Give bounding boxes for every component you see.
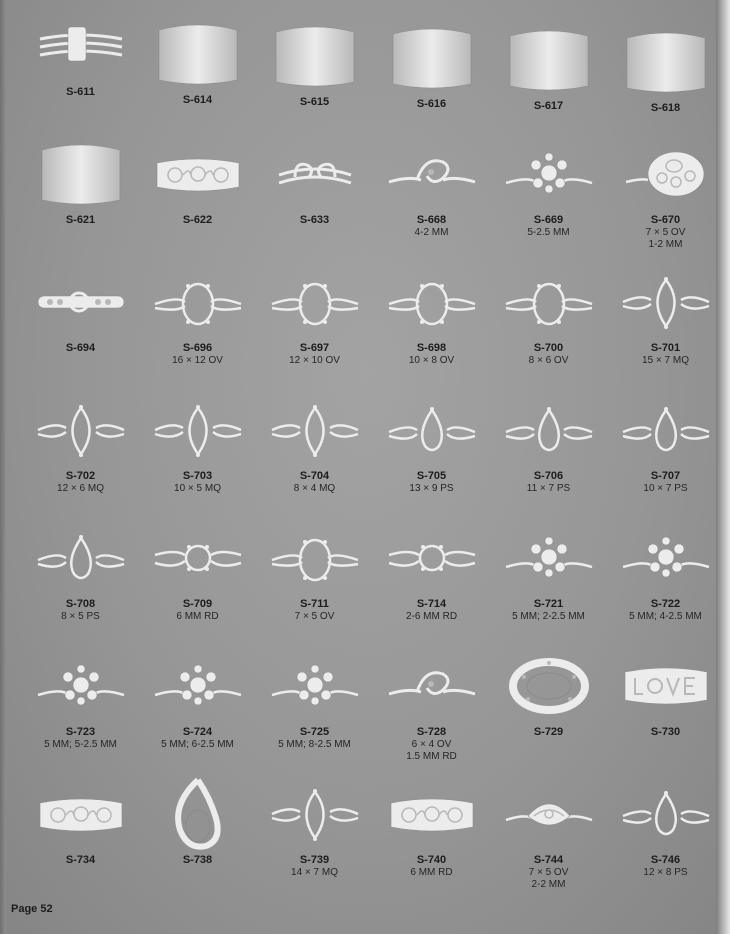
oval-setting-ring-icon	[265, 266, 365, 338]
item-code: S-729	[533, 726, 564, 738]
item-spec: 6 × 4 OV	[411, 739, 452, 750]
cluster-ring-icon	[616, 522, 716, 594]
item-code: S-698	[416, 342, 447, 354]
item-spec: 5 MM; 5-2.5 MM	[44, 739, 117, 750]
catalog-item	[139, 138, 256, 266]
swirl-ring-icon	[382, 138, 482, 210]
catalog-item	[256, 522, 373, 650]
wide-band-ring-icon	[265, 20, 365, 92]
item-spec: 15 × 7 MQ	[642, 355, 689, 366]
item-code: S-738	[182, 854, 213, 866]
catalog-item	[256, 138, 373, 266]
catalog-item	[373, 22, 490, 138]
catalog-item	[490, 138, 607, 266]
catalog-item	[490, 650, 607, 778]
item-code: S-703	[182, 470, 213, 482]
marquise-setting-ring-icon	[148, 394, 248, 466]
item-code: S-723	[65, 726, 96, 738]
catalog-item	[490, 522, 607, 650]
catalog-item	[22, 650, 139, 778]
item-code: S-705	[416, 470, 447, 482]
item-spec: 6 MM RD	[176, 611, 219, 622]
item-code: S-744	[533, 854, 564, 866]
catalog-item	[22, 10, 139, 138]
item-code: S-668	[416, 214, 447, 226]
scroll-ring-icon	[265, 138, 365, 210]
catalog-item	[373, 778, 490, 906]
item-code: S-611	[66, 86, 95, 98]
cluster-ring-icon	[31, 650, 131, 722]
item-spec: 16 × 12 OV	[172, 355, 223, 366]
catalog-item	[256, 266, 373, 394]
item-code: S-700	[533, 342, 564, 354]
item-code: S-734	[65, 854, 96, 866]
item-code: S-708	[65, 598, 96, 610]
oval-setting-ring-icon	[499, 266, 599, 338]
catalog-item	[490, 266, 607, 394]
item-spec: 13 × 9 PS	[409, 483, 454, 494]
item-spec: 12 × 6 MQ	[57, 483, 104, 494]
oval-setting-ring-icon	[265, 522, 365, 594]
item-code: S-706	[533, 470, 564, 482]
item-spec: 10 × 5 MQ	[174, 483, 221, 494]
pear-setting-ring-icon	[616, 394, 716, 466]
item-code: S-739	[299, 854, 330, 866]
pear-setting-ring-icon	[499, 394, 599, 466]
item-code: S-722	[650, 598, 681, 610]
multi-band-ring-icon	[31, 10, 131, 82]
item-code: S-711	[300, 598, 329, 610]
item-spec: 2-2 MM	[531, 879, 566, 890]
item-code: S-615	[299, 96, 330, 108]
item-code: S-618	[650, 102, 681, 114]
item-spec: 10 × 8 OV	[408, 355, 455, 366]
catalog-item	[139, 266, 256, 394]
oval-setting-ring-icon	[382, 266, 482, 338]
item-spec: 5 MM; 4-2.5 MM	[629, 611, 702, 622]
cluster-ring-icon	[499, 522, 599, 594]
item-code: S-616	[416, 98, 447, 110]
item-code: S-669	[533, 214, 564, 226]
catalog-item	[490, 778, 607, 906]
catalog-item	[22, 394, 139, 522]
marquise-setting-ring-icon	[31, 394, 131, 466]
catalog-item	[139, 778, 256, 906]
freeform-ring-icon	[148, 778, 248, 850]
item-code: S-725	[299, 726, 330, 738]
marquise-setting-ring-icon	[616, 266, 716, 338]
item-code: S-696	[182, 342, 213, 354]
catalog-item	[256, 778, 373, 906]
pear-setting-ring-icon	[382, 394, 482, 466]
item-code: S-707	[650, 470, 681, 482]
leaf-ring-icon	[499, 778, 599, 850]
catalog-item	[139, 650, 256, 778]
catalog-item	[490, 394, 607, 522]
catalog-item	[373, 522, 490, 650]
item-spec: 6 MM RD	[410, 867, 453, 878]
item-spec: 10 × 7 PS	[643, 483, 688, 494]
cluster-ring-icon	[265, 650, 365, 722]
catalog-item	[607, 650, 724, 778]
item-spec: 5 MM; 2-2.5 MM	[512, 611, 585, 622]
item-spec: 4-2 MM	[414, 227, 449, 238]
catalog-item	[22, 138, 139, 266]
page-number: Page 52	[11, 903, 53, 915]
catalog-item	[256, 650, 373, 778]
item-spec: 14 × 7 MQ	[291, 867, 338, 878]
filigree-band-ring-icon	[31, 778, 131, 850]
item-spec: 7 × 5 OV	[528, 867, 569, 878]
marquise-setting-ring-icon	[265, 394, 365, 466]
filigree-band-ring-icon	[148, 138, 248, 210]
catalog-item	[607, 138, 724, 266]
catalog-item	[256, 394, 373, 522]
catalog-item	[607, 266, 724, 394]
wide-band-ring-icon	[382, 22, 482, 94]
catalog-item	[22, 522, 139, 650]
item-code: S-714	[416, 598, 447, 610]
item-spec: 5 MM; 8-2.5 MM	[278, 739, 351, 750]
filigree-band-ring-icon	[382, 778, 482, 850]
item-code: S-709	[182, 598, 213, 610]
item-code: S-704	[299, 470, 330, 482]
item-code: S-617	[533, 100, 564, 112]
ring-catalog-grid	[22, 10, 722, 910]
item-spec: 8 × 5 PS	[61, 611, 100, 622]
catalog-item	[373, 650, 490, 778]
wide-band-ring-icon	[31, 138, 131, 210]
item-code: S-621	[65, 214, 96, 226]
catalog-item	[607, 778, 724, 906]
round-setting-ring-icon	[148, 522, 248, 594]
item-spec: 12 × 8 PS	[643, 867, 688, 878]
item-code: S-702	[65, 470, 96, 482]
cluster-ring-icon	[499, 138, 599, 210]
item-spec: 12 × 10 OV	[289, 355, 340, 366]
catalog-item	[22, 778, 139, 906]
catalog-item	[607, 522, 724, 650]
item-code: S-633	[299, 214, 330, 226]
item-spec: 5-2.5 MM	[527, 227, 570, 238]
item-code: S-746	[650, 854, 681, 866]
catalog-item	[139, 522, 256, 650]
pear-setting-ring-icon	[31, 522, 131, 594]
wide-band-ring-icon	[499, 24, 599, 96]
band-setting-ring-icon	[31, 266, 131, 338]
catalog-item	[607, 394, 724, 522]
oval-setting-ring-icon	[148, 266, 248, 338]
item-spec: 7 × 5 OV	[645, 227, 686, 238]
item-code: S-694	[65, 342, 96, 354]
wide-band-ring-icon	[616, 26, 716, 98]
page-left-edge	[0, 0, 6, 934]
item-code: S-730	[650, 726, 681, 738]
item-spec: 7 × 5 OV	[294, 611, 335, 622]
item-spec: 5 MM; 6-2.5 MM	[161, 739, 234, 750]
catalog-item	[22, 266, 139, 394]
swirl-ring-icon	[382, 650, 482, 722]
marquise-setting-ring-icon	[265, 778, 365, 850]
item-code: S-697	[299, 342, 330, 354]
filigree-oval-ring-icon	[616, 138, 716, 210]
catalog-item	[373, 266, 490, 394]
catalog-item	[373, 138, 490, 266]
item-code: S-728	[416, 726, 447, 738]
item-spec: 1.5 MM RD	[406, 751, 457, 762]
pear-setting-ring-icon	[616, 778, 716, 850]
item-spec: 2-6 MM RD	[405, 611, 458, 622]
item-code: S-701	[650, 342, 681, 354]
catalog-item	[139, 394, 256, 522]
item-code: S-622	[182, 214, 213, 226]
catalog-item	[373, 394, 490, 522]
item-spec: 1-2 MM	[648, 239, 683, 250]
item-code: S-614	[182, 94, 213, 106]
item-spec: 8 × 6 OV	[528, 355, 569, 366]
item-code: S-721	[533, 598, 564, 610]
round-setting-ring-icon	[382, 522, 482, 594]
item-code: S-724	[182, 726, 213, 738]
wide-band-ring-icon	[148, 18, 248, 90]
item-spec: 8 × 4 MQ	[293, 483, 336, 494]
wreath-ring-icon	[499, 650, 599, 722]
catalog-item	[139, 18, 256, 138]
catalog-item	[607, 26, 724, 138]
item-spec: 11 × 7 PS	[526, 483, 571, 494]
catalog-item	[490, 24, 607, 138]
item-code: S-740	[416, 854, 447, 866]
love-band-ring-icon	[616, 650, 716, 722]
cluster-ring-icon	[148, 650, 248, 722]
item-code: S-670	[650, 214, 681, 226]
catalog-item	[256, 20, 373, 138]
